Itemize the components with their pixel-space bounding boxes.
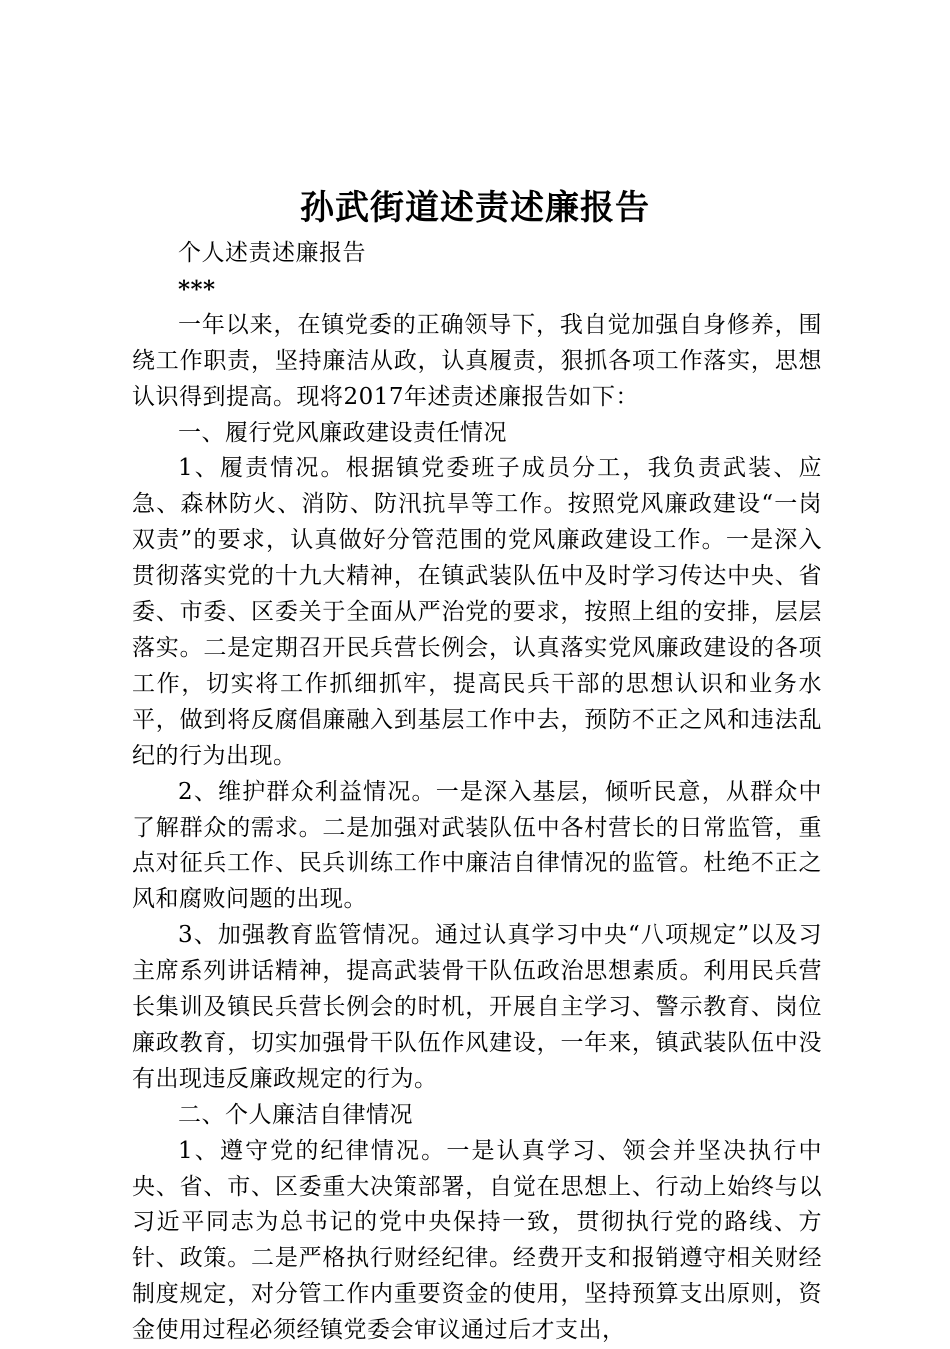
body-paragraph: 1、履责情况。根据镇党委班子成员分工，我负责武装、应急、森林防火、消防、防汛抗旱等工作。按照党风廉政建设“一岗双责”的要求，认真做好分管范围的党风廉政建设工作。一是深入贯彻落实党的十九大精神，在镇武装队伍中及时学习传达中央、省委、市委、区委关于全面从严治党的要求，按照上组的安排，层层落实。二是定期召开民兵营长例会，认真落实党风廉政建设的各项工作，切实将工作抓细抓牢，提高民兵干部的思想认识和业务水平，做到将反腐倡廉融入到基层工作中去，预防不正之风和违法乱纪的行为出现。 xyxy=(132,455,822,769)
author-placeholder: *** xyxy=(178,275,216,303)
section-heading-2: 二、个人廉洁自律情况 xyxy=(178,1101,413,1128)
body-paragraph: 3、加强教育监管情况。通过认真学习中央“八项规定”以及习主席系列讲话精神，提高武装骨干队伍政治思想素质。利用民兵营长集训及镇民兵营长例会的时机，开展自主学习、警示教育、岗位廉政教育，切实加强骨干队伍作风建设，一年来，镇武装队伍中没有出现违反廉政规定的行为。 xyxy=(132,922,822,1092)
intro-paragraph: 一年以来，在镇党委的正确领导下，我自觉加强自身修养，围绕工作职责，坚持廉洁从政，认真履责，狠抓各项工作落实，思想认识得到提高。现将2017年述责述廉报告如下： xyxy=(132,311,822,410)
document-title: 孙武街道述责述廉报告 xyxy=(300,188,650,228)
body-paragraph: 1、遵守党的纪律情况。一是认真学习、领会并坚决执行中央、省、市、区委重大决策部署，自觉在思想上、行动上始终与以习近平同志为总书记的党中央保持一致，贯彻执行党的路线、方针、政策。二是严格执行财经纪律。经费开支和报销遵守相关财经制度规定，对分管工作内重要资金的使用，坚持预算支出原则，资金使用过程必须经镇党委会审议通过后才支出， xyxy=(132,1137,822,1344)
body-paragraph: 2、维护群众利益情况。一是深入基层，倾听民意，从群众中了解群众的需求。二是加强对武装队伍中各村营长的日常监管，重点对征兵工作、民兵训练工作中廉洁自律情况的监管。杜绝不正之风和腐败问题的出现。 xyxy=(132,778,822,913)
document-body xyxy=(132,236,822,1349)
subtitle-paragraph: 个人述责述廉报告 xyxy=(178,240,366,266)
section-heading-1: 一、履行党风廉政建设责任情况 xyxy=(178,419,507,446)
